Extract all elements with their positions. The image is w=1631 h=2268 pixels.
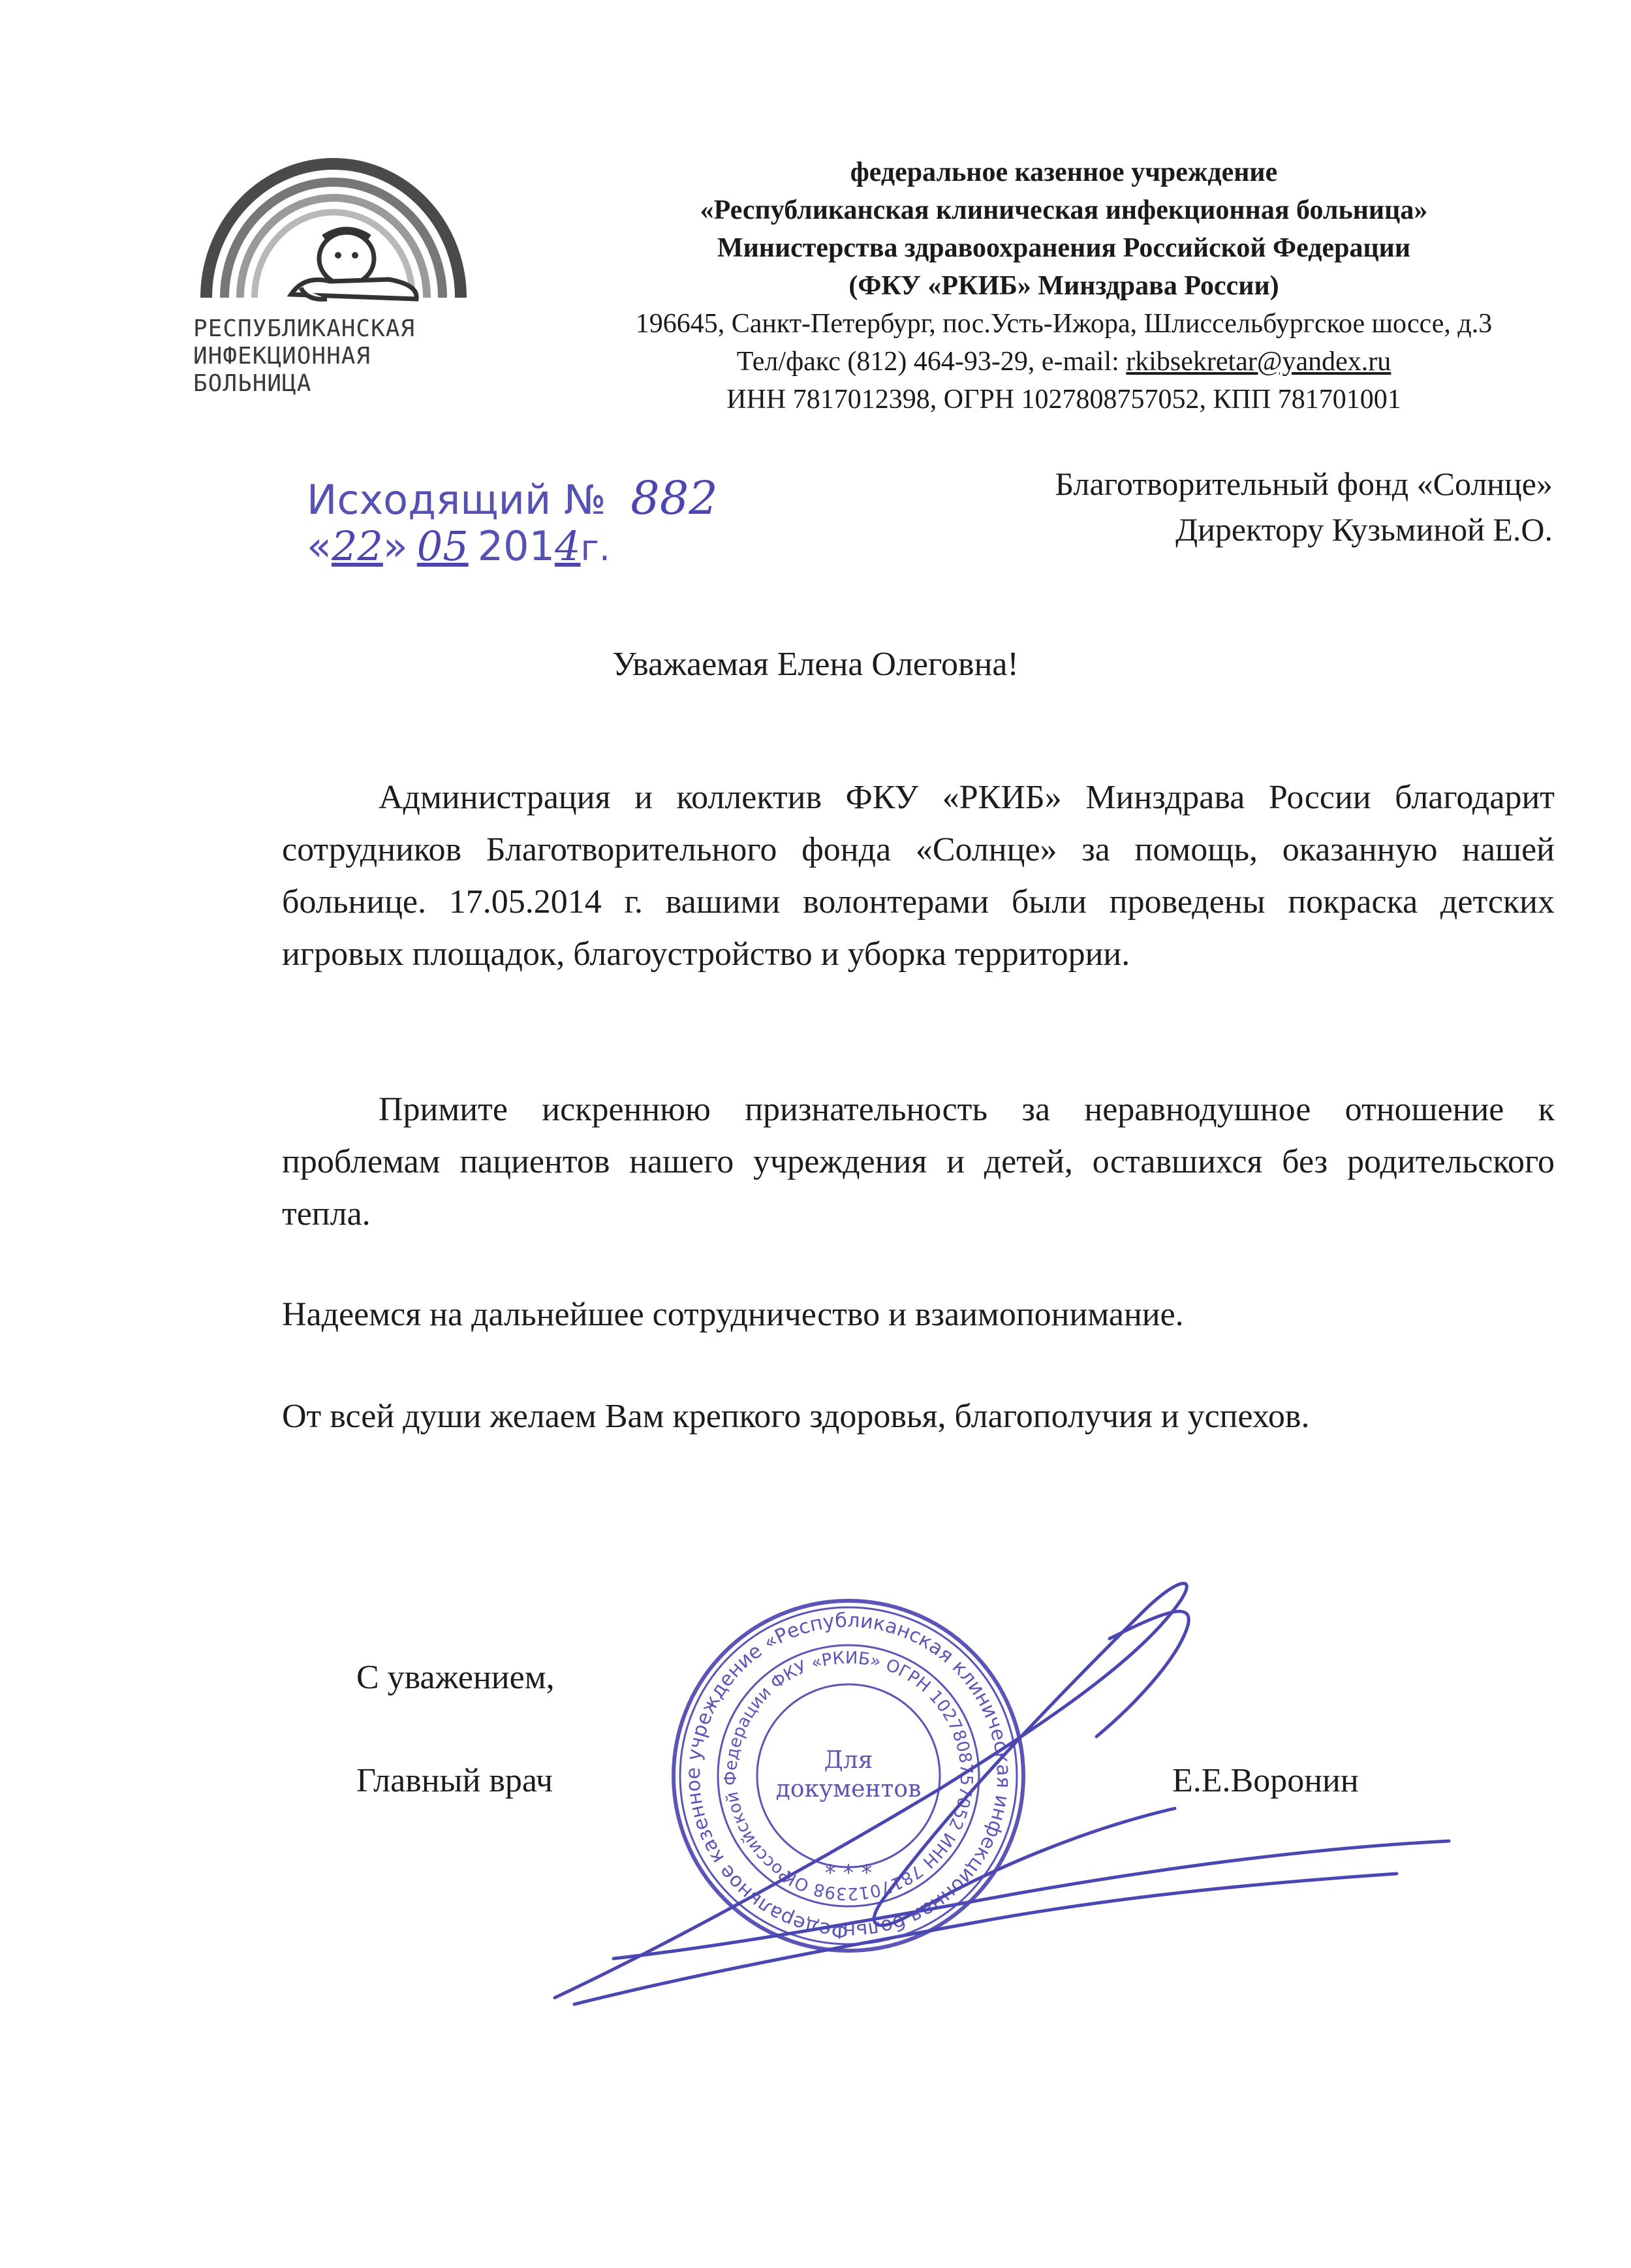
org-short-name: (ФКУ «РКИБ» Минздрава России): [848, 271, 1279, 301]
org-name: «Республиканская клиническая инфекционная больница»: [700, 195, 1428, 225]
phone-fax: Тел/факс (812) 464-93-29, e-mail:: [736, 347, 1126, 377]
outgoing-number-stamp: [307, 471, 718, 525]
org-address: 196645, Санкт-Петербург, пос.Усть-Ижора, Шлиссельбургское шоссе, д.3: [635, 309, 1493, 339]
addressee-person: Директору Кузьминой Е.О.: [1175, 511, 1553, 548]
org-registration-ids: ИНН 7817012398, ОГРН 1027808757052, КПП 781701001: [726, 385, 1401, 415]
email-link[interactable]: rkibsekretar@yandex.ru: [1126, 347, 1391, 377]
date-year-suffix: 4: [555, 522, 581, 570]
signature-icon: [535, 1554, 1462, 2024]
date-year-mark: г.: [580, 528, 611, 569]
svg-text:* * *: * * *: [824, 1860, 873, 1886]
body-paragraph: Примите искреннюю признательность за неравнодушное отношение к проблемам пациентов нашего учреждения и детей, оставшихся без родительского тепла.: [282, 1091, 1555, 1233]
hospital-logo: [193, 154, 467, 409]
logo-text-line: БОЛЬНИЦА: [193, 370, 312, 397]
body-paragraph: Администрация и коллектив ФКУ «РКИБ» Минздрава России благодарит сотрудников Благотворительного фонда «Солнце» за помощь, оказанную нашей больнице. 17.05.2014 г. вашими волонтерами были проведены покраска детских игровых площадок, благоустройство и уборка территории.: [282, 779, 1555, 973]
date-quote-close: »: [382, 522, 408, 570]
date-year-prefix: 201: [477, 522, 555, 570]
svg-text:Для: Для: [824, 1747, 873, 1774]
svg-text:документов: документов: [775, 1776, 922, 1803]
org-ministry: Министерства здравоохранения Российской Федерации: [717, 233, 1411, 263]
outgoing-date-stamp: [307, 522, 610, 570]
logo-text-line: РЕСПУБЛИКАНСКАЯ: [193, 315, 416, 342]
date-quote-open: «: [307, 522, 332, 570]
svg-text:Российской Федерации ФКУ «РКИБ: Российской Федерации ФКУ «РКИБ» ОГРН 1027808757052 ИНН 7817012398 ОКПО: [721, 1648, 976, 1904]
rainbow-child-icon: [193, 154, 467, 304]
signatory-name: Е.Е.Воронин: [1172, 1762, 1359, 1799]
org-contacts: [535, 346, 1592, 377]
date-day: 22: [331, 522, 383, 570]
date-month: 05: [416, 522, 469, 570]
logo-text-line: ИНФЕКЦИОННАЯ: [193, 343, 371, 370]
outgoing-label: Исходящий №: [307, 476, 606, 524]
svg-text:Федеральное казенное учреждени: Федеральное казенное учреждение «Республиканская клиническая инфекционная больн: [681, 1609, 1016, 1943]
handwritten-signature: [535, 1554, 1462, 2024]
closing: С уважением,: [356, 1659, 555, 1696]
addressee-organization: Благотворительный фонд «Солнце»: [1055, 465, 1553, 502]
salutation: Уважаемая Елена Олеговна!: [612, 646, 1019, 683]
org-type: федеральное казенное учреждение: [850, 157, 1278, 187]
body-paragraph: От всей души желаем Вам крепкого здоровья, благополучия и успехов.: [282, 1398, 1310, 1435]
body-paragraph: Надеемся на дальнейшее сотрудничество и взаимопонимание.: [282, 1296, 1184, 1333]
outgoing-number: 882: [630, 471, 718, 525]
signatory-position: Главный врач: [356, 1762, 553, 1799]
